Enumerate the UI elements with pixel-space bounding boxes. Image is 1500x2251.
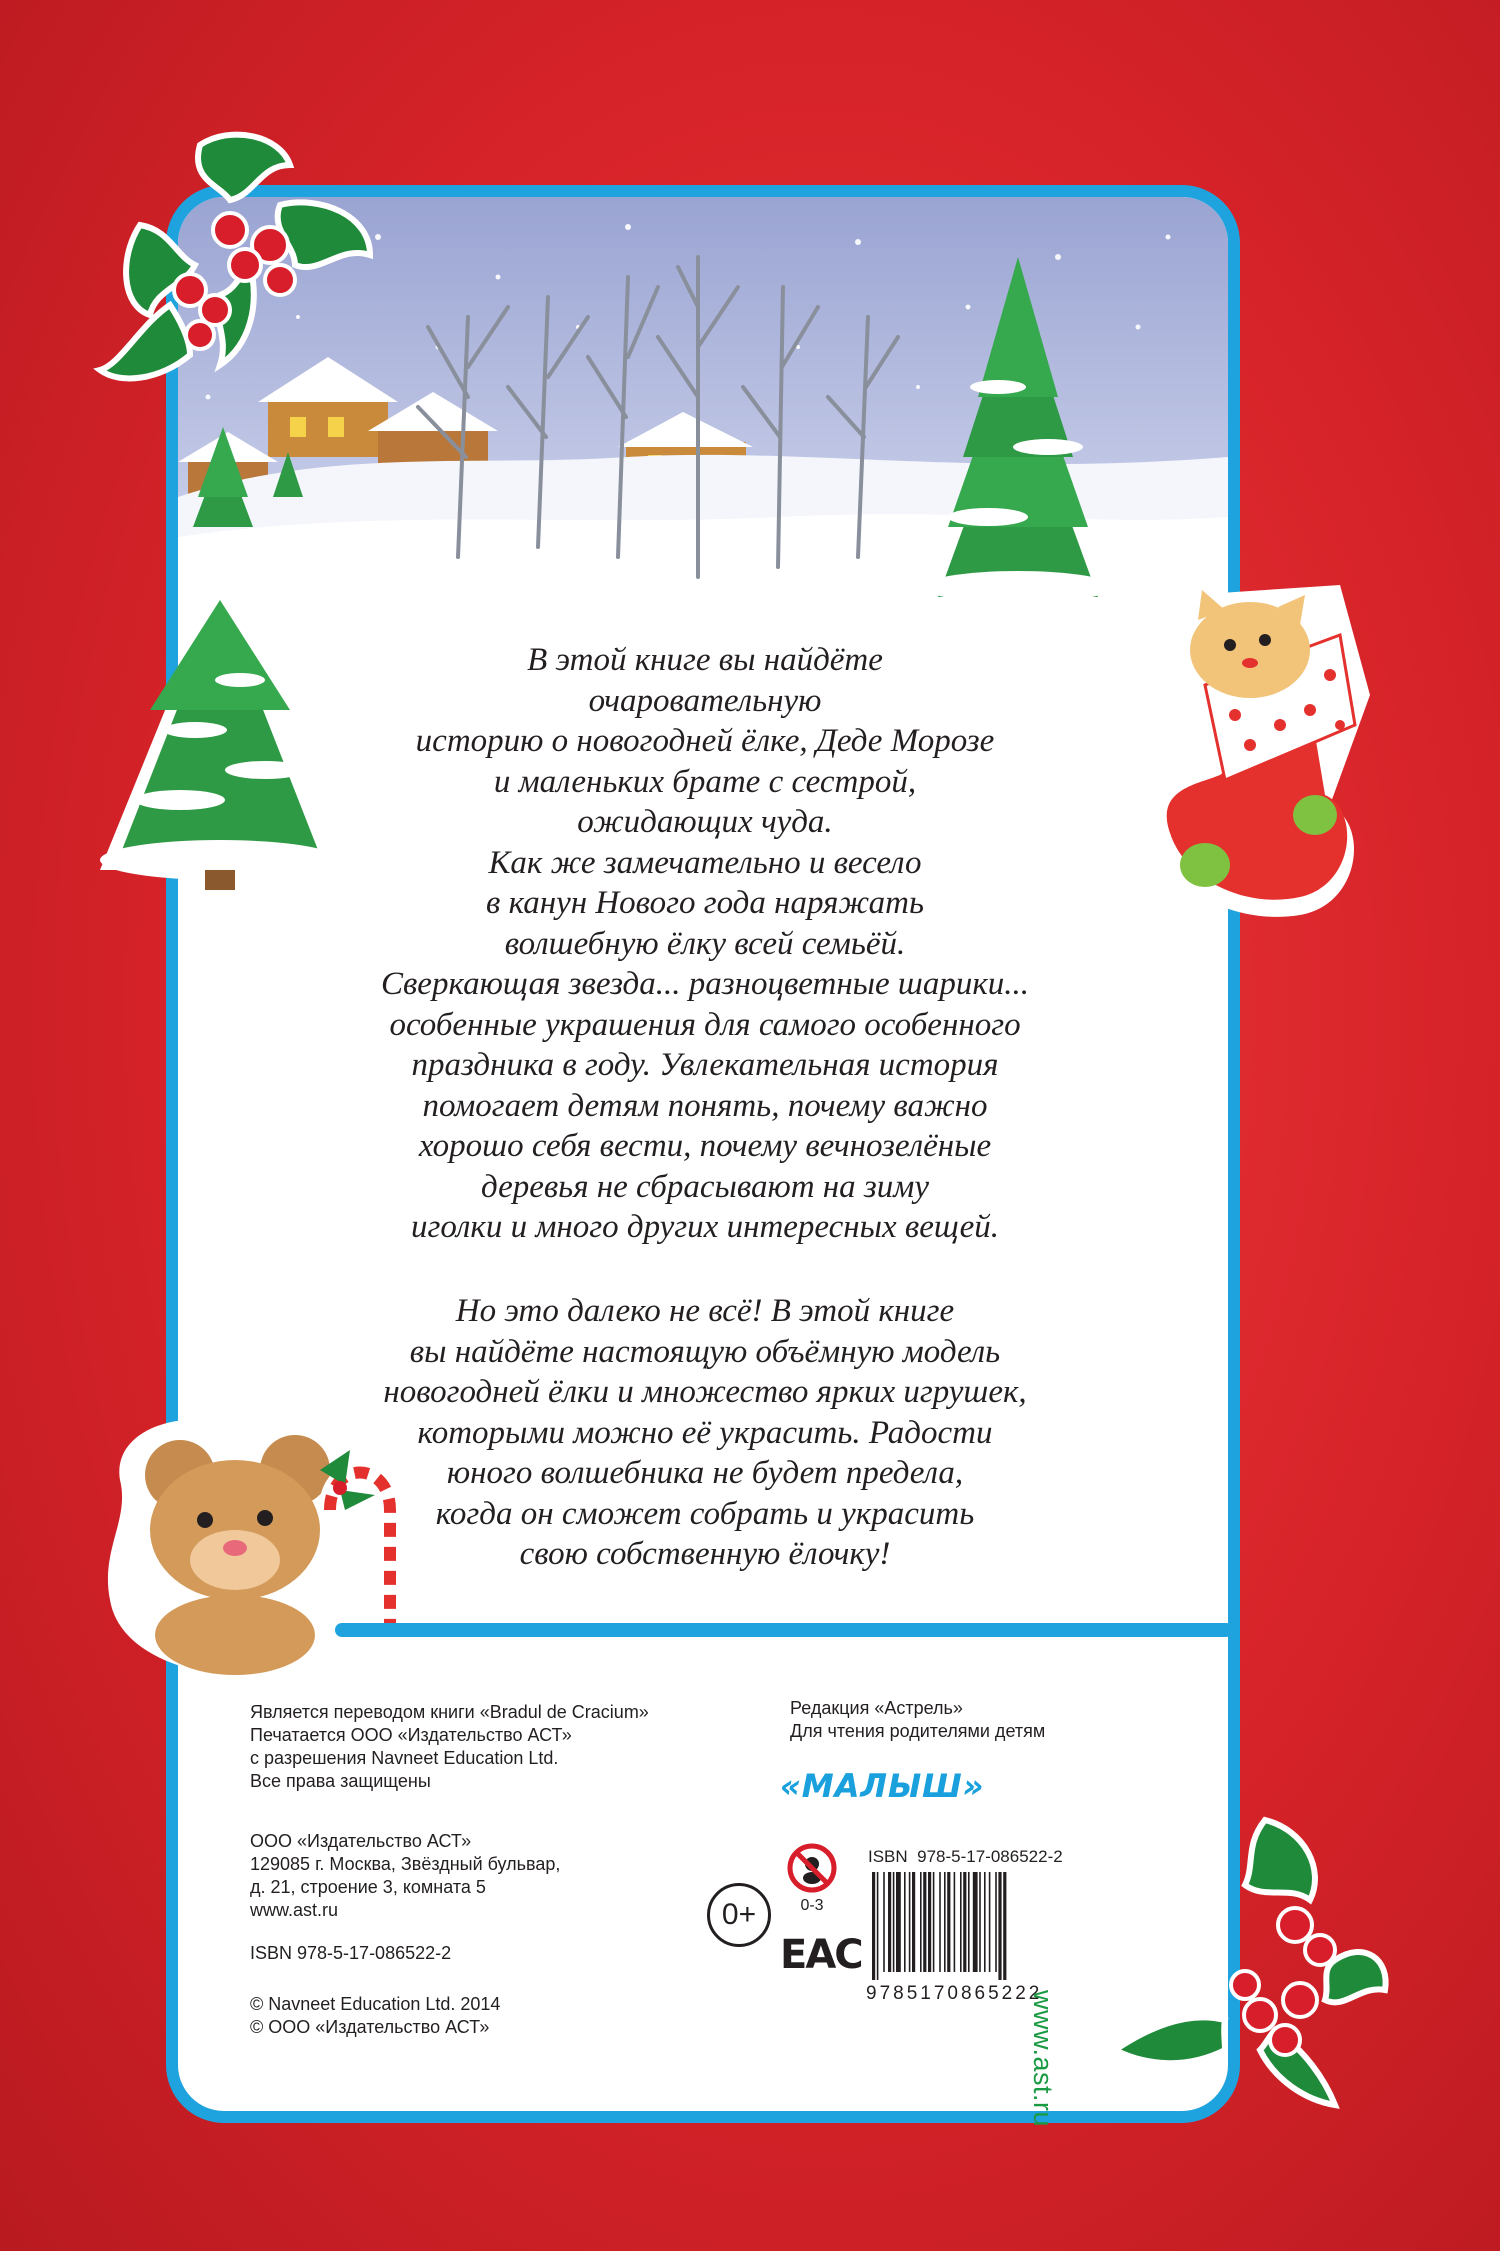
eac-mark-icon: ЕАС [780,1932,862,1978]
imprint-edition [790,1697,1045,1743]
description-line: праздника в году. Увлекательная история [411,1047,999,1083]
holly-icon [80,105,380,405]
imprint-isbn: ISBN 978-5-17-086522-2 [250,1943,452,1963]
description-line: вы найдёте настоящую объёмную модель [409,1333,1001,1370]
description-line: юного волшебника не будет предела, [446,1455,964,1491]
imprint-line: Является переводом книги «Bradul de Cracium» [250,1702,649,1722]
imprint-line: © Navneet Education Ltd. 2014 [250,1994,501,2014]
age-rating-label: 0+ [721,1898,757,1931]
description-line: волшебную ёлку всей семьёй. [504,925,906,962]
imprint-line: 129085 г. Москва, Звёздный бульвар, [250,1854,561,1874]
barcode-icon [870,1872,1050,1980]
imprint-publisher [250,1830,560,1922]
description-line: историю о новогодней ёлке, Деде Морозе [415,723,995,759]
description-line: особенные украшения для самого особенного [389,1006,1021,1043]
no-small-children-icon [782,1842,842,1914]
imprint-line: Все права защищены [250,1771,431,1791]
imprint-line: Редакция «Астрель» [790,1698,963,1718]
description-line: Как же замечательно и весело [488,844,922,881]
description-line: Но это далеко не всё! В этой книге [455,1293,955,1329]
imprint-line: © ООО «Издательство АСТ» [250,2017,490,2037]
description-paragraph-2 [180,1291,1230,1575]
description-line: свою собственную ёлочку! [519,1536,891,1572]
description-paragraph-1 [180,640,1230,1248]
description-line: новогодней ёлки и множество ярких игрушек, [383,1374,1027,1410]
imprint-translation [250,1701,649,1793]
age-sign-label: 0-3 [800,1897,824,1914]
imprint-line: Печатается ООО «Издательство АСТ» [250,1725,572,1745]
description-line: очаровательную [588,682,822,719]
age-rating-badge [707,1883,771,1947]
description-line: помогает детям понять, почему важно [422,1087,988,1124]
description-line: в канун Нового года наряжать [486,885,924,921]
barcode-digits: 9785170865222 [866,1983,1043,2004]
website-link[interactable]: www.ast.ru [1028,1990,1058,2128]
imprint-line: Для чтения родителями детям [790,1721,1046,1741]
description-line: иголки и много других интересных вещей. [410,1209,1000,1245]
description-line: Сверкающая звезда... разноцветные шарики... [380,966,1030,1002]
imprint-line: с разрешения Navneet Education Ltd. [250,1748,559,1768]
imprint-line: ООО «Издательство АСТ» [250,1831,472,1851]
imprint-copyright [250,1993,500,2039]
imprint-line: д. 21, строение 3, комната 5 [250,1877,486,1897]
imprint-line: www.ast.ru [250,1900,339,1920]
holly-icon [1075,1810,1395,2110]
description-line: и маленьких брате с сестрой, [493,763,917,800]
series-logo: «МАЛЫШ» [780,1767,985,1805]
description-line: когда он сможет собрать и украсить [435,1495,975,1532]
description-line: хорошо себя вести, почему вечнозелёные [418,1128,992,1164]
description-line: В этой книге вы найдёте [527,642,883,678]
description-line: ожидающих чуда. [577,804,833,840]
barcode-isbn-label: ISBN 978-5-17-086522-2 [868,1847,1063,1866]
description-line: которыми можно её украсить. Радости [417,1414,993,1451]
section-divider [335,1623,1233,1637]
description-line: деревья не сбрасывают на зиму [480,1168,930,1205]
